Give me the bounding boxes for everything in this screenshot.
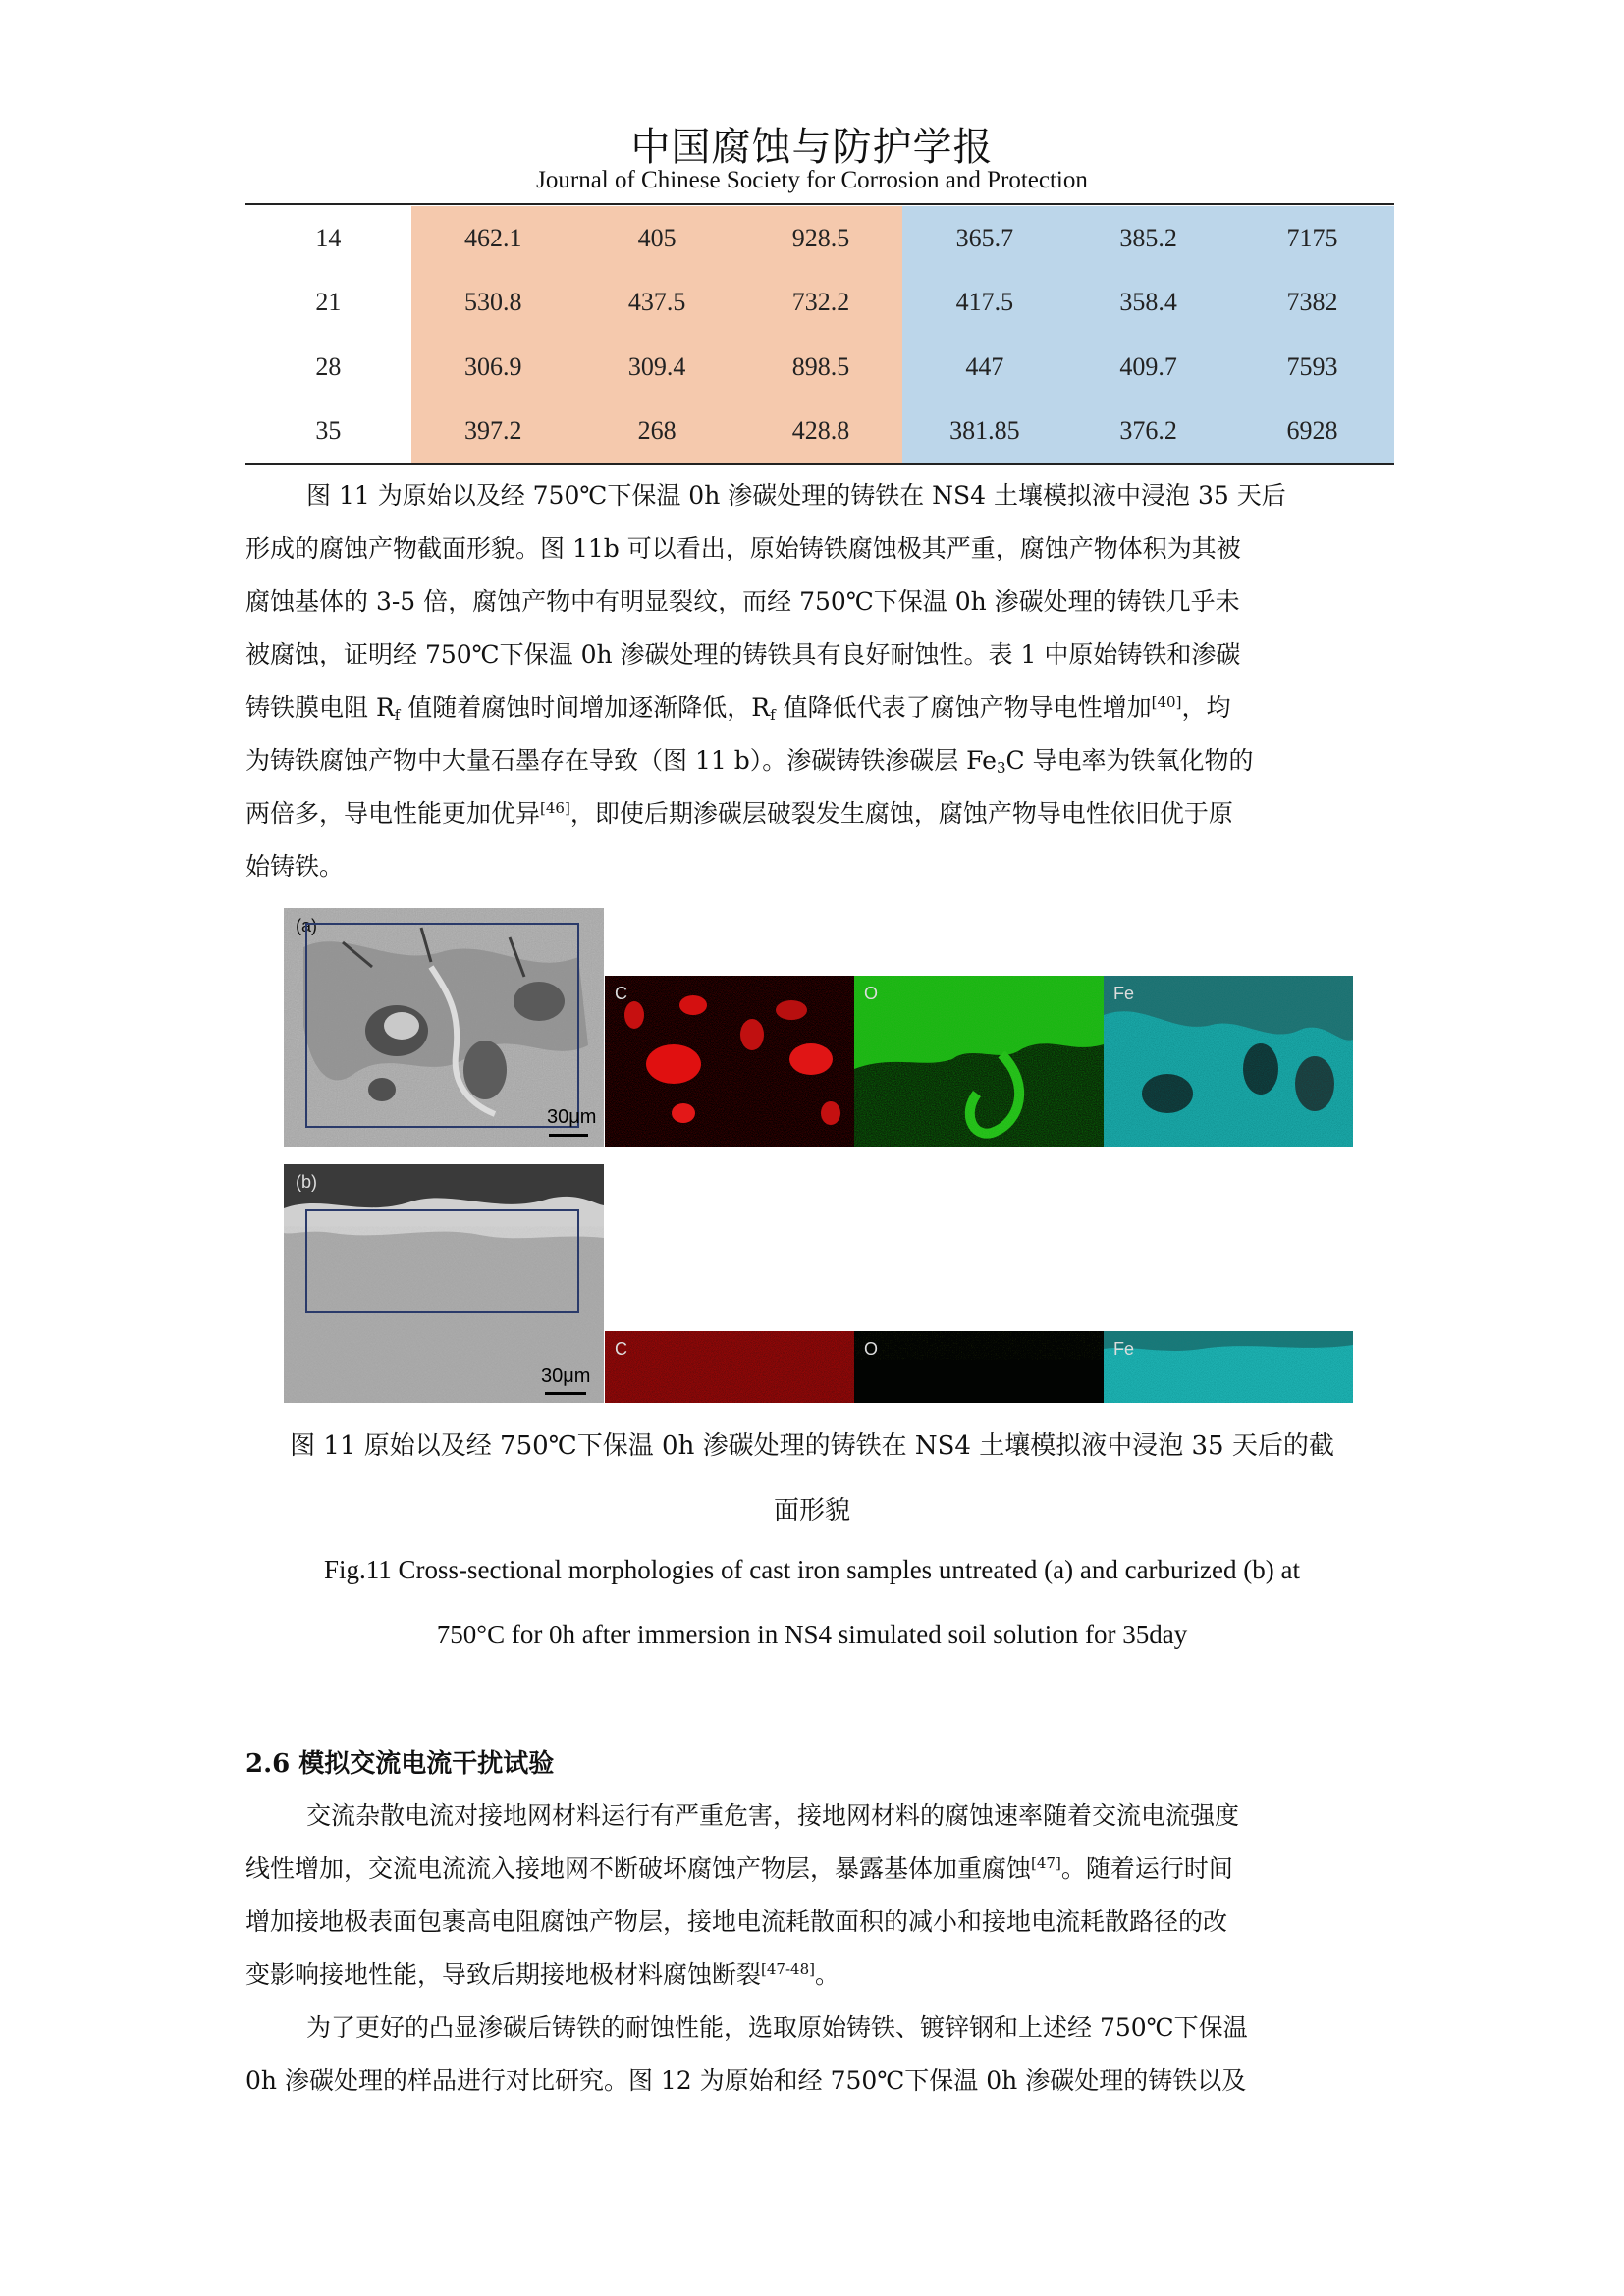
analysis-region-a: [305, 923, 579, 1128]
table-row: [245, 400, 1394, 465]
body-paragraph: [245, 469, 1394, 893]
text-line: 交流杂散电流对接地网材料运行有严重危害，接地网材料的腐蚀速率随着交流电流强度: [306, 1801, 1240, 1830]
table-cell: 898.5: [739, 335, 903, 400]
text-line: 增加接地极表面包裹高电阻腐蚀产物层，接地电流耗散面积的减小和接地电流耗散路径的改: [245, 1907, 1228, 1936]
map-texture-o-b: [854, 1331, 1104, 1403]
table-cell: 447: [902, 335, 1066, 400]
table-cell: 928.5: [739, 206, 903, 271]
text-line: 0h 渗碳处理的样品进行对比研究。图 12 为原始和经 750℃下保温 0h 渗碳处理的铸铁以及: [245, 2066, 1247, 2095]
map-label: Fe: [1113, 984, 1135, 1003]
table-cell: 6928: [1230, 400, 1394, 465]
map-texture-fe-a: [1104, 976, 1353, 1147]
figure-caption-en: Fig.11 Cross-sectional morphologies of cast iron samples untreated (a) and carburized (b) at: [324, 1555, 1300, 1584]
sem-image-b: [284, 1164, 604, 1403]
header-rule: [245, 203, 1394, 205]
table-row: [245, 335, 1394, 400]
table-cell: 14: [315, 223, 342, 252]
map-texture-o-a: [854, 976, 1104, 1147]
table-cell: 462.1: [411, 206, 575, 271]
text-line: 为了更好的凸显渗碳后铸铁的耐蚀性能，选取原始铸铁、镀锌钢和上述经 750℃下保温: [306, 2013, 1248, 2042]
map-label: O: [864, 1339, 879, 1359]
table-row: [245, 206, 1394, 271]
scale-bar-a: [549, 1134, 588, 1137]
scale-label-a: 30μm: [547, 1106, 597, 1128]
table-cell: 381.85: [902, 400, 1066, 465]
table-cell: 35: [245, 400, 411, 465]
text-line: 始铸铁。: [245, 852, 345, 881]
table-cell: 28: [315, 351, 342, 381]
citation: [47]: [1031, 1854, 1061, 1872]
table-cell: 376.2: [1066, 400, 1230, 465]
text-line: 形成的腐蚀产物截面形貌。图 11b 可以看出，原始铸铁腐蚀极其严重，腐蚀产物体积为其被: [245, 534, 1241, 562]
body-paragraph: [245, 1789, 1394, 2108]
citation: [40]: [1151, 693, 1182, 711]
table-cell: 385.2: [1066, 206, 1230, 271]
table-cell: 306.9: [411, 335, 575, 400]
text-line: 两倍多，导电性能更加优异[46]，即使后期渗碳层破裂发生腐蚀，腐蚀产物导电性依旧优于原: [245, 799, 1233, 828]
text-line: 为铸铁腐蚀产物中大量石墨存在导致（图 11 b）。渗碳铸铁渗碳层 $Fe_3C$ 导电率为铁氧化物的: [245, 746, 1254, 776]
table-cell: 428.8: [739, 400, 903, 465]
figure-caption-cn-cont: 面形貌: [773, 1496, 850, 1525]
panel-label-a: (a): [296, 916, 317, 935]
text-line: 变影响接地性能，导致后期接地极材料腐蚀断裂[47-48]。: [245, 1960, 839, 1989]
text-line: 铸铁膜电阻 $R_f$ 值随着腐蚀时间增加逐渐降低，$R_f$ 值降低代表了腐蚀产物导电性增加[40]，均: [245, 693, 1231, 723]
section-heading: 2.6 模拟交流电流干扰试验: [245, 1749, 555, 1779]
map-texture-c-b: [605, 1331, 854, 1403]
table-cell: 417.5: [902, 271, 1066, 336]
citation: [46]: [540, 799, 570, 817]
scale-label-b: 30μm: [541, 1365, 591, 1387]
text-line: 腐蚀基体的 3-5 倍，腐蚀产物中有明显裂纹，而经 750℃下保温 0h 渗碳处理的铸铁几乎未: [245, 587, 1240, 615]
analysis-region-b: [305, 1209, 579, 1313]
table-row: [245, 271, 1394, 336]
map-label: C: [615, 1339, 627, 1359]
journal-title-cn: 中国腐蚀与防护学报: [630, 125, 994, 170]
text-line: 线性增加，交流电流流入接地网不断破坏腐蚀产物层，暴露基体加重腐蚀[47]。随着运行时间: [245, 1854, 1233, 1883]
eds-map-fe-a: [1104, 976, 1353, 1147]
map-texture-fe-b: [1104, 1331, 1353, 1403]
table-cell: 409.7: [1066, 335, 1230, 400]
map-label: Fe: [1113, 1339, 1135, 1359]
table-cell: 358.4: [1066, 271, 1230, 336]
table-cell: 405: [575, 206, 739, 271]
eds-map-fe-b: [1104, 1331, 1353, 1403]
journal-title-en: Journal of Chinese Society for Corrosion and Protection: [536, 167, 1088, 193]
text-line: 图 11 为原始以及经 750℃下保温 0h 渗碳处理的铸铁在 NS4 土壤模拟液中浸泡 35 天后: [306, 481, 1286, 509]
scale-bar-b: [545, 1392, 586, 1395]
table-cell: 309.4: [575, 335, 739, 400]
citation: [47-48]: [761, 1960, 815, 1978]
table-cell: 7593: [1230, 335, 1394, 400]
sem-image-a: [284, 908, 604, 1147]
map-label: C: [615, 984, 627, 1003]
table-cell: 7382: [1230, 271, 1394, 336]
table-cell: 397.2: [411, 400, 575, 465]
panel-label-b: (b): [296, 1172, 317, 1192]
table-cell: 365.7: [902, 206, 1066, 271]
impedance-table: [245, 206, 1394, 465]
table-cell: 7175: [1230, 206, 1394, 271]
table-cell: 268: [575, 400, 739, 465]
eds-map-c-b: [605, 1331, 854, 1403]
eds-map-c-a: [605, 976, 854, 1147]
table-cell: 732.2: [739, 271, 903, 336]
table-cell: 437.5: [575, 271, 739, 336]
map-texture-c-a: [605, 976, 854, 1147]
table-cell: 21: [315, 288, 342, 317]
figure-caption-en-cont: 750°C for 0h after immersion in NS4 simulated soil solution for 35day: [436, 1620, 1188, 1649]
text-line: 被腐蚀，证明经 750℃下保温 0h 渗碳处理的铸铁具有良好耐蚀性。表 1 中原始铸铁和渗碳: [245, 640, 1241, 668]
eds-map-o-a: [854, 976, 1104, 1147]
map-label: O: [864, 984, 879, 1003]
eds-map-o-b: [854, 1331, 1104, 1403]
figure-caption-cn: 图 11 原始以及经 750℃下保温 0h 渗碳处理的铸铁在 NS4 土壤模拟液中浸泡 35 天后的截: [290, 1431, 1334, 1461]
table-cell: 530.8: [411, 271, 575, 336]
